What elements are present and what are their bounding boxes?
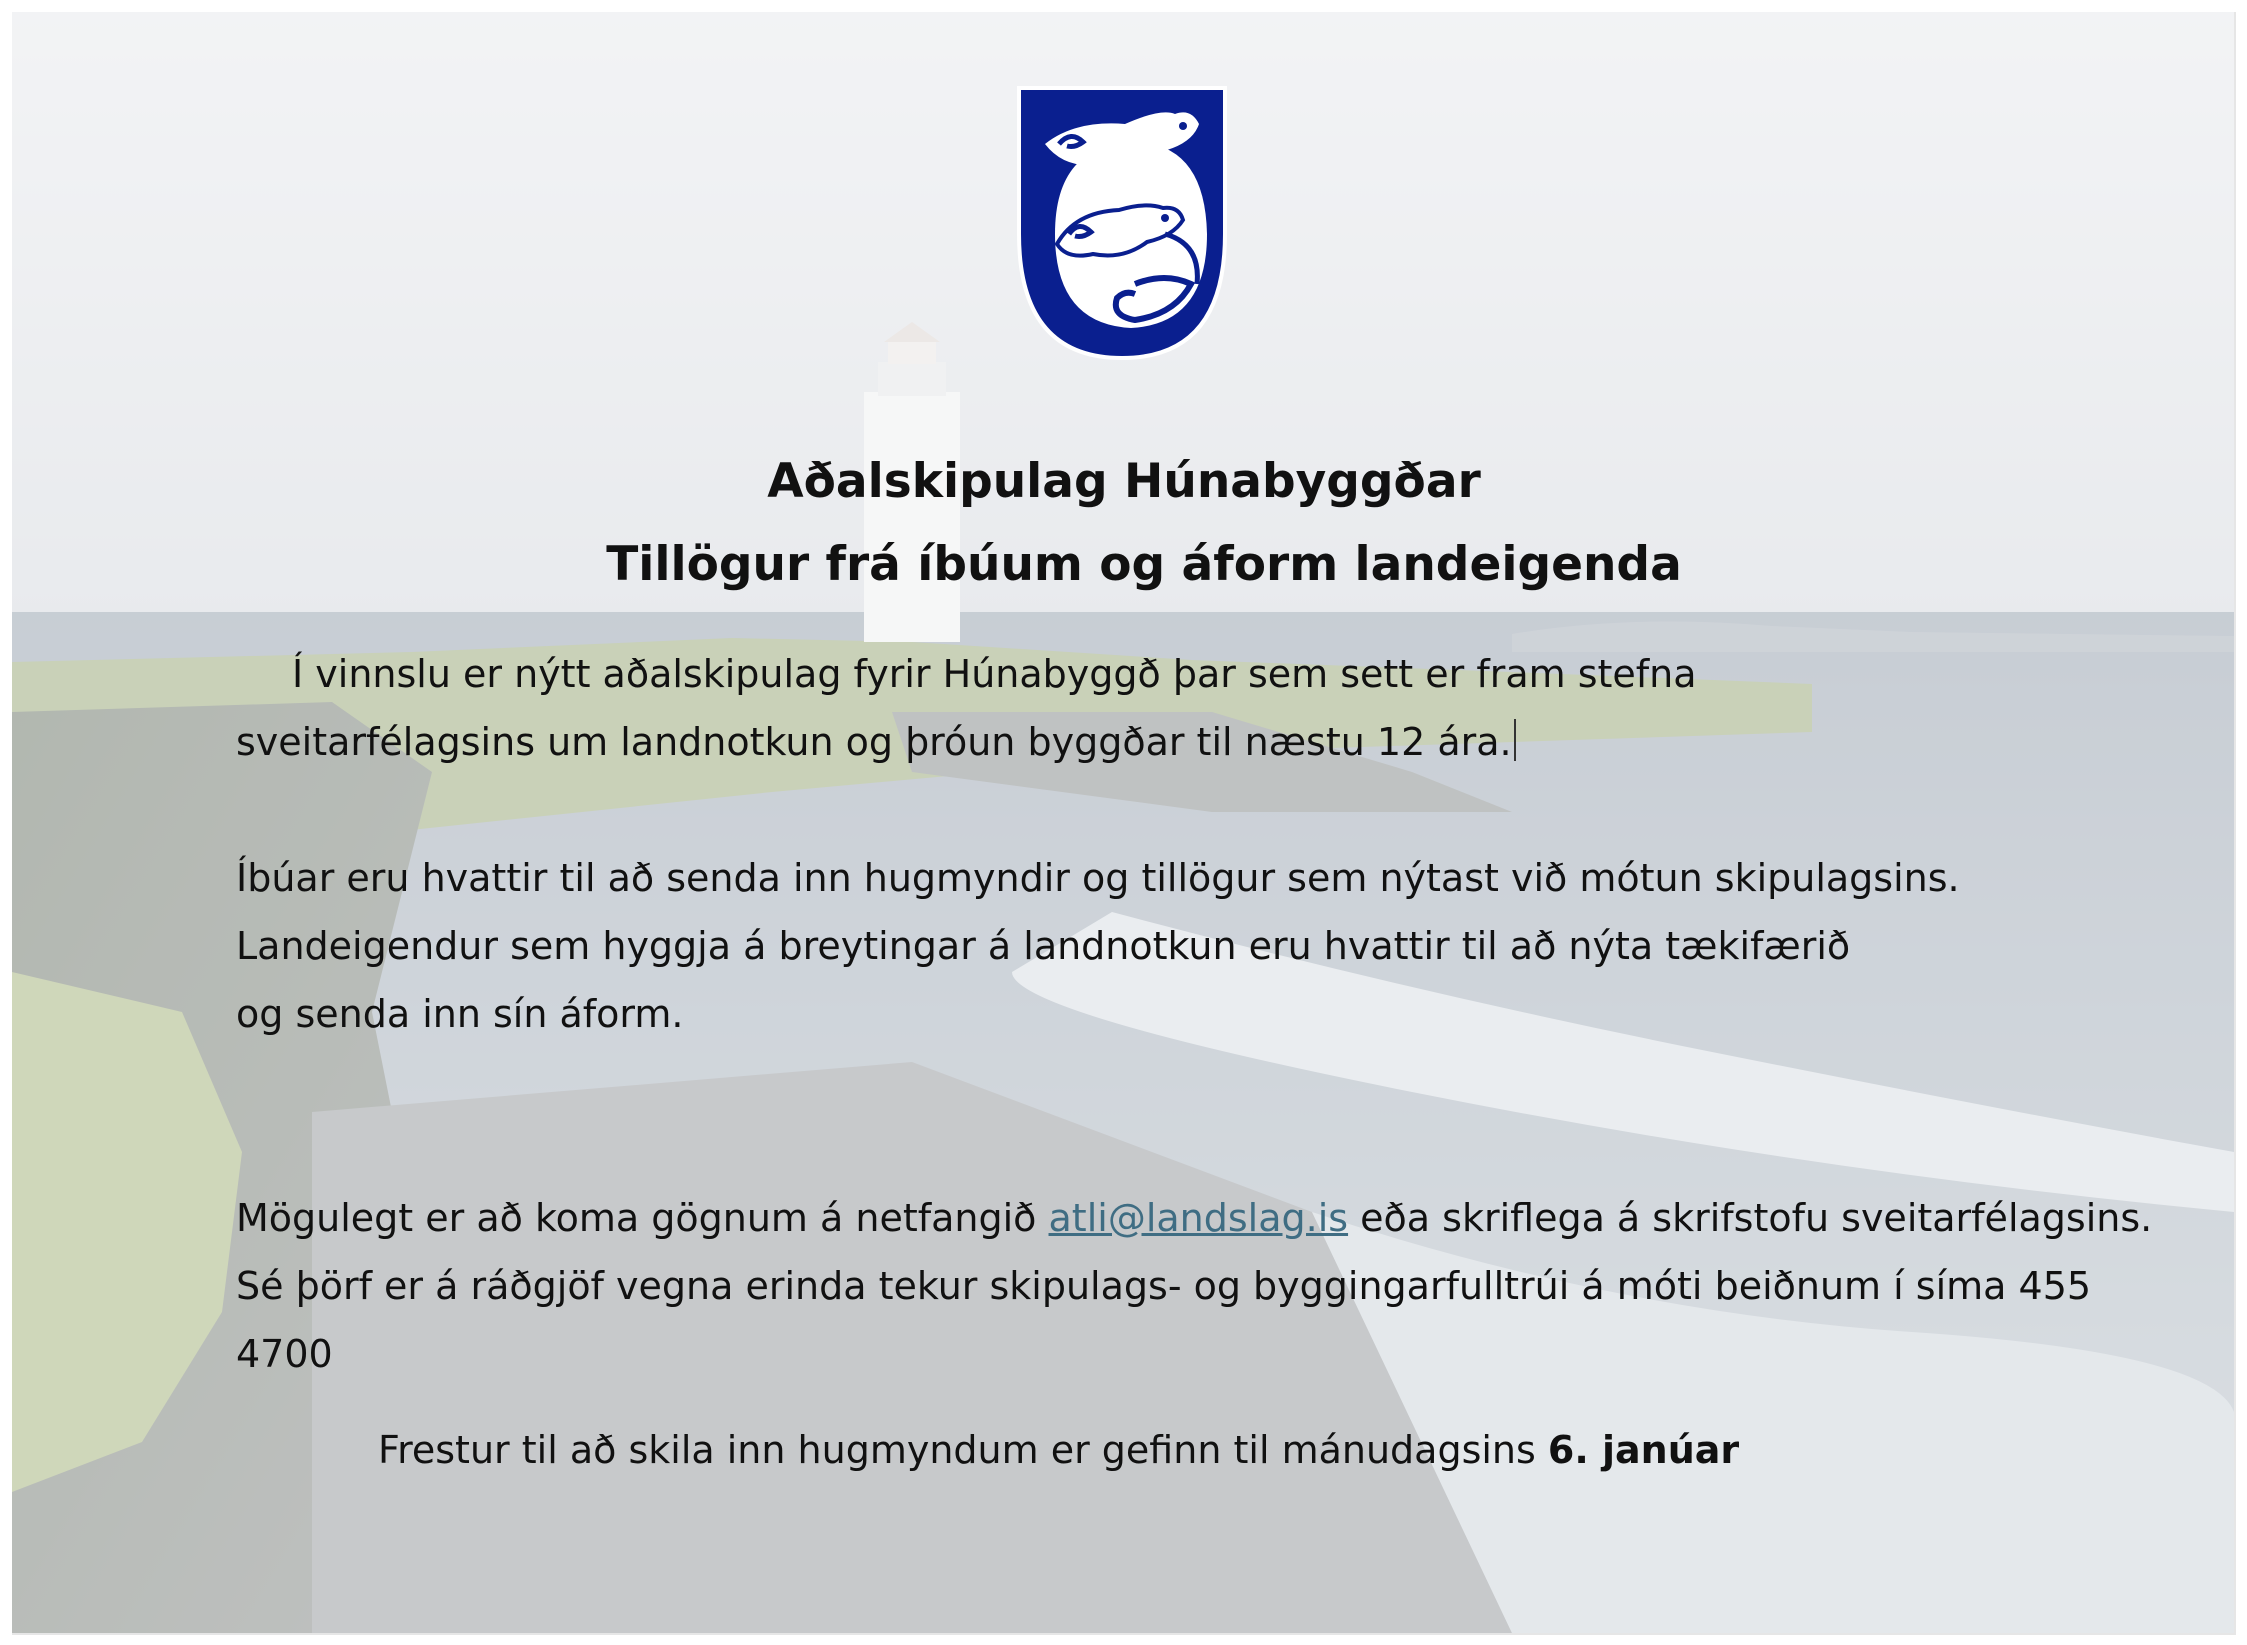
invitation-line-2: Landeigendur sem hyggja á breytingar á landnotkun eru hvattir til að nýta tækifærið: [236, 924, 1851, 968]
invitation-line-1: Íbúar eru hvattir til að senda inn hugmyndir og tillögur sem nýtast við mótun skipulagsins.: [236, 856, 1960, 900]
deadline-line: [378, 1416, 1739, 1484]
text-cursor: [1514, 719, 1516, 761]
deadline-date: 6. janúar: [1547, 1428, 1740, 1472]
page-title: Aðalskipulag Húnabyggðar: [767, 454, 1481, 509]
invitation-paragraph: [236, 844, 2196, 1048]
polar-bears-coat-of-arms-icon: [1015, 84, 1229, 362]
email-link[interactable]: atli@landslag.is: [1048, 1196, 1349, 1240]
intro-text: Í vinnslu er nýtt aðalskipulag fyrir Húnabyggð þar sem sett er fram stefna sveitarfélagsins um landnotkun og þróun byggðar til næstu 12 ára.: [236, 652, 1697, 764]
contact-paragraph: [236, 1184, 2196, 1388]
document-page: [12, 12, 2236, 1635]
deadline-text: Frestur til að skila inn hugmyndum er gefinn til mánudagsins: [378, 1428, 1536, 1472]
contact-text-before: Mögulegt er að koma gögnum á netfangið: [236, 1196, 1037, 1240]
intro-paragraph: [236, 640, 1996, 776]
invitation-line-3: og senda inn sín áform.: [236, 992, 684, 1036]
page-subtitle: Tillögur frá íbúum og áform landeigenda: [606, 537, 1682, 592]
contact-text-after: eða skriflega á skrifstofu sveitarfélagsins. Sé þörf er á ráðgjöf vegna erinda tekur skipulags- og byggingarfulltrúi á móti beiðnum í síma 455 4700: [236, 1196, 2153, 1376]
